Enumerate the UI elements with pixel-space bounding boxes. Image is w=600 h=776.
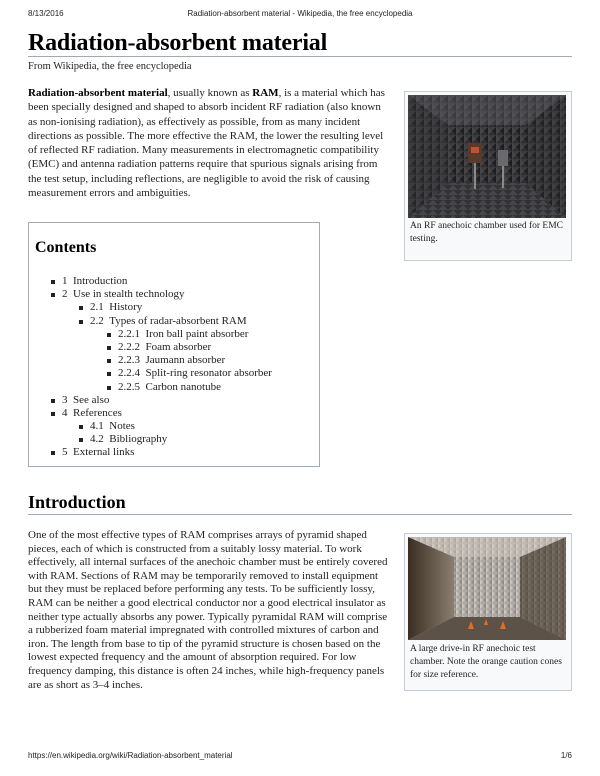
toc-item-number: 2.2.4 xyxy=(118,367,140,380)
toc-item[interactable] xyxy=(29,354,319,367)
toc-item-text[interactable]: Split-ring resonator absorber xyxy=(145,367,272,380)
toc-item-number: 4 xyxy=(62,406,68,419)
toc-item[interactable] xyxy=(29,328,319,341)
toc-item-text[interactable]: Types of radar-absorbent RAM xyxy=(109,314,247,327)
toc-item-number: 2 xyxy=(62,288,68,301)
toc-bullet xyxy=(107,346,111,350)
toc-bullet xyxy=(79,425,83,429)
toc-item-text[interactable]: History xyxy=(109,301,143,314)
toc-item[interactable] xyxy=(29,446,319,459)
toc-item[interactable] xyxy=(29,315,319,328)
print-title: Radiation-absorbent material - Wikipedia, the free encyclopedia xyxy=(187,9,413,18)
toc-item-number: 3 xyxy=(62,393,68,406)
toc-bullet xyxy=(107,372,111,376)
page-title: Radiation-absorbent material xyxy=(28,30,328,56)
toc-item-number: 2.2 xyxy=(90,314,104,327)
anechoic-chamber-image[interactable] xyxy=(408,95,566,218)
toc-bullet xyxy=(51,293,55,297)
toc-heading: Contents xyxy=(35,239,97,256)
toc-bullet xyxy=(107,386,111,390)
toc-item-text[interactable]: References xyxy=(73,406,122,419)
toc-item-label xyxy=(62,446,134,459)
toc-item[interactable] xyxy=(29,420,319,433)
toc-item-label xyxy=(90,315,247,328)
toc-item-label xyxy=(62,407,122,420)
toc-bullet xyxy=(79,320,83,324)
toc-item-text[interactable]: Use in stealth technology xyxy=(73,288,185,301)
toc-item-label xyxy=(118,354,225,367)
section-divider xyxy=(28,514,572,515)
title-divider xyxy=(28,56,572,57)
toc-item[interactable] xyxy=(29,288,319,301)
toc-item-text[interactable]: Jaumann absorber xyxy=(145,354,226,367)
toc-bullet xyxy=(107,359,111,363)
toc-bullet xyxy=(51,412,55,416)
print-url: https://en.wikipedia.org/wiki/Radiation-absorbent_material xyxy=(28,751,233,760)
toc-item[interactable] xyxy=(29,367,319,380)
toc-item-number: 4.2 xyxy=(90,433,104,446)
toc-item-number: 2.2.3 xyxy=(118,354,140,367)
lead-term: Radiation-absorbent material xyxy=(28,87,168,99)
toc-item-text[interactable]: Notes xyxy=(109,420,135,433)
toc-bullet xyxy=(79,438,83,442)
print-date: 8/13/2016 xyxy=(28,9,64,18)
toc-item-label xyxy=(62,288,185,301)
toc-item[interactable] xyxy=(29,433,319,446)
toc-item-text[interactable]: Foam absorber xyxy=(145,340,212,353)
toc-item-label xyxy=(62,275,127,288)
figure-drive-in-chamber xyxy=(404,533,572,691)
toc-item-label xyxy=(118,341,211,354)
toc-item[interactable] xyxy=(29,301,319,314)
toc-bullet xyxy=(79,306,83,310)
toc-item-text[interactable]: Carbon nanotube xyxy=(145,380,221,393)
toc-item-text[interactable]: Bibliography xyxy=(109,433,168,446)
toc-item-text[interactable]: External links xyxy=(73,446,135,459)
figure1-caption: An RF anechoic chamber used for EMC testing. xyxy=(410,221,564,244)
tagline: From Wikipedia, the free encyclopedia xyxy=(28,61,192,72)
toc-item-label xyxy=(118,328,248,341)
figure2-caption: A large drive-in RF anechoic test chamber. Note the orange caution cones for size reference. xyxy=(410,644,562,680)
toc-item-text[interactable]: Iron ball paint absorber xyxy=(145,327,249,340)
toc-item-label xyxy=(90,301,142,314)
toc-item[interactable] xyxy=(29,381,319,394)
toc-item-text[interactable]: Introduction xyxy=(73,275,128,287)
toc-item-number: 4.1 xyxy=(90,420,104,433)
introduction-paragraph: One of the most effective types of RAM comprises arrays of pyramid shaped pieces, each of which is constructed from a suitably lossy material. To work effectively, all internal surfaces of the anechoic chamber must be entirely covered with RAM. Sections of RAM may be temporarily removed to install equipment but they must be replaced before performing any tests. To be sufficiently lossy, RAM can be neither a good electrical conductor nor a good electrical insulator as neither type actually absorbs any power. Typically pyramidal RAM will comprise a rubberized foam material impregnated with controlled mixtures of carbon and iron. The length from base to tip of the pyramid structure is chosen based on the lowest expected frequency and the amount of absorption required. For low frequency damping, this distance is often 24 inches, while high-frequency panels are as short as 3–4 inches. xyxy=(28,529,388,691)
toc-item[interactable] xyxy=(29,407,319,420)
toc-item-number: 5 xyxy=(62,446,68,459)
toc-item-number: 2.2.2 xyxy=(118,340,140,353)
print-header xyxy=(28,9,572,21)
table-of-contents xyxy=(28,222,320,467)
toc-item-number: 2.2.5 xyxy=(118,380,140,393)
toc-bullet xyxy=(51,280,55,284)
lead-paragraph xyxy=(28,86,392,200)
lead-rest: , is a material which has been specially designed and shaped to absorb incident RF radiation (also known as non-ionising radiation), as effectively as possible, from as many incident directions as possible. The more effective the RAM, the lower the resulting level of reflected RF radiation. Many measurements in electromagnetic compatibility (EMC) and antenna radiation patterns require that spurious signals arising from the test setup, including reflections, are negligible to avoid the risk of causing measurement errors and ambiguities. xyxy=(28,87,385,200)
toc-item-label xyxy=(90,420,135,433)
figure-anechoic-chamber xyxy=(404,91,572,261)
toc-item-number: 2.1 xyxy=(90,301,104,314)
toc-item[interactable] xyxy=(29,394,319,407)
lead-abbr: RAM xyxy=(252,87,279,99)
lead-mid: , usually known as xyxy=(167,87,253,99)
toc-item[interactable] xyxy=(29,275,319,288)
print-page-number: 1/6 xyxy=(560,751,572,760)
toc-bullet xyxy=(51,451,55,455)
drive-in-chamber-image[interactable] xyxy=(408,537,566,640)
toc-item-number: 1 xyxy=(62,275,68,287)
toc-item-label xyxy=(62,394,109,407)
toc-item-label xyxy=(90,433,167,446)
toc-bullet xyxy=(51,399,55,403)
toc-item-number: 2.2.1 xyxy=(118,327,140,340)
toc-item[interactable] xyxy=(29,341,319,354)
toc-bullet xyxy=(107,333,111,337)
toc-item-label xyxy=(118,381,221,394)
print-footer xyxy=(28,751,572,763)
toc-list xyxy=(29,275,319,460)
section-heading-introduction: Introduction xyxy=(28,492,126,512)
toc-item-text[interactable]: See also xyxy=(73,393,110,406)
toc-item-label xyxy=(118,367,272,380)
